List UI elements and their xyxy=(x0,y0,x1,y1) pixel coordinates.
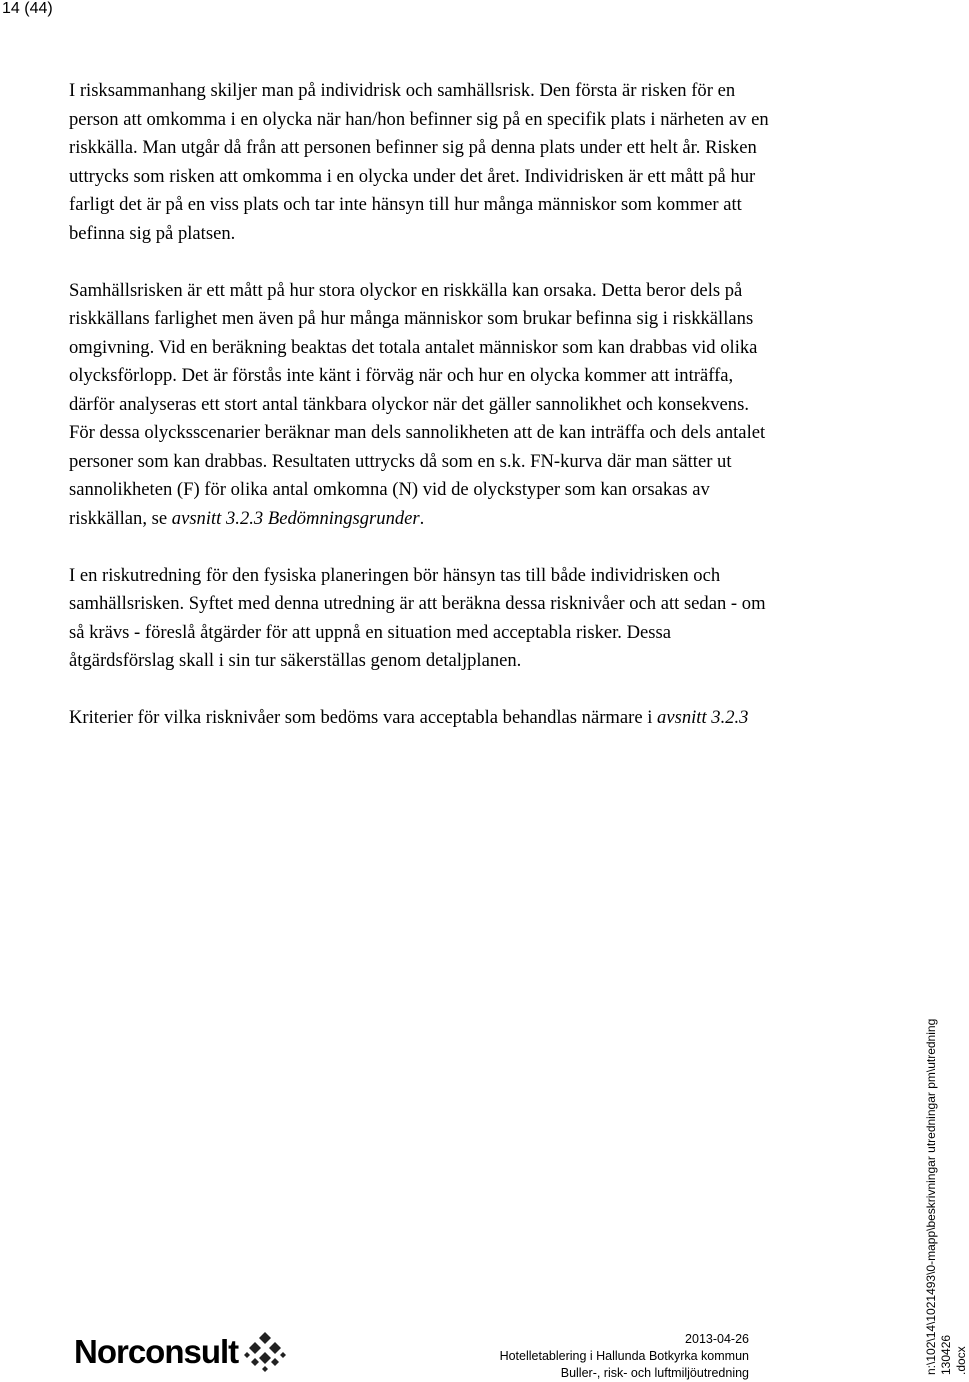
section-reference: avsnitt 3.2.3 xyxy=(657,707,749,728)
page-number: 14 (44) xyxy=(2,0,53,17)
paragraph-text-end: . xyxy=(419,507,425,529)
paragraph-text: I en riskutredning för den fysiska planeringen bör hänsyn tas till både individrisken och samhällsrisken. Syftet med denna utredning är att beräkna dessa risknivåer och att sedan - om så krävs - föreslå åtgärder för att uppnå en situation med acceptabla risker. Dessa åtgärdsförslag skall i sin tur säkerställas genom detaljplanen. xyxy=(69,564,766,671)
document-date: 2013-04-26 xyxy=(685,1332,749,1346)
paragraph-risk-assessment xyxy=(69,562,769,676)
paragraph-text: Samhällsrisken är ett mått på hur stora olyckor en riskkälla kan orsaka. Detta beror dels på riskkällans farlighet men även på hur många människor som brukar befinna sig i riskkällans omgivning. Vid en beräkning beaktas det totala antalet människor som kan drabbas vid olika olycksförlopp. Det är förstås inte känt i förväg när och hur en olycka kommer att inträffa, därför analyseras ett stort antal tänkbara olyckor när det gäller sannolikhet och konsekvens. För dessa olycksscenarier beräknar man dels sannolikheten att de kan inträffa och dels antalet personer som kan drabbas. Resultaten uttrycks då som en s.k. FN-kurva där man sätter ut sannolikheten (F) för olika antal omkomna (N) vid de olyckstyper som kan orsakas av riskkällan, se xyxy=(69,279,766,529)
logo-wordmark: Norconsult xyxy=(74,1333,239,1370)
file-path xyxy=(924,995,968,1375)
footer-info xyxy=(500,1331,749,1382)
paragraph-text: Kriterier för vilka risknivåer som bedöms vara acceptabla behandlas närmare i xyxy=(69,707,658,728)
section-reference: avsnitt 3.2.3 Bedömningsgrunder xyxy=(171,507,420,529)
paragraph-criteria xyxy=(69,704,769,733)
report-type: Buller-, risk- och luftmiljöutredning xyxy=(560,1366,749,1380)
document-body xyxy=(69,77,769,761)
file-path-line-1: n:\102\14\1021493\0-mapp\beskrivningar utredningar pm\utredning 130426 xyxy=(924,1018,953,1375)
paragraph-societal-risk xyxy=(69,277,769,534)
paragraph-individual-risk xyxy=(69,77,769,248)
project-title: Hotelletablering i Hallunda Botkyrka kommun xyxy=(499,1349,749,1363)
diamond-logo-icon xyxy=(244,1331,286,1373)
file-path-line-2: .docx xyxy=(954,1346,968,1375)
paragraph-text: I risksammanhang skiljer man på individrisk och samhällsrisk. Den första är risken för en person att omkomma i en olycka när han/hon befinner sig på en specifik plats i närheten av en riskkälla. Man utgår då från att personen befinner sig på denna plats under ett helt år. Risken uttrycks som risken att omkomma i en olycka under det året. Individrisken är ett mått på hur farligt det är på en viss plats och tar inte hänsyn till hur många människor som kommer att befinna sig på platsen. xyxy=(69,80,769,244)
norconsult-logo xyxy=(74,1332,286,1372)
